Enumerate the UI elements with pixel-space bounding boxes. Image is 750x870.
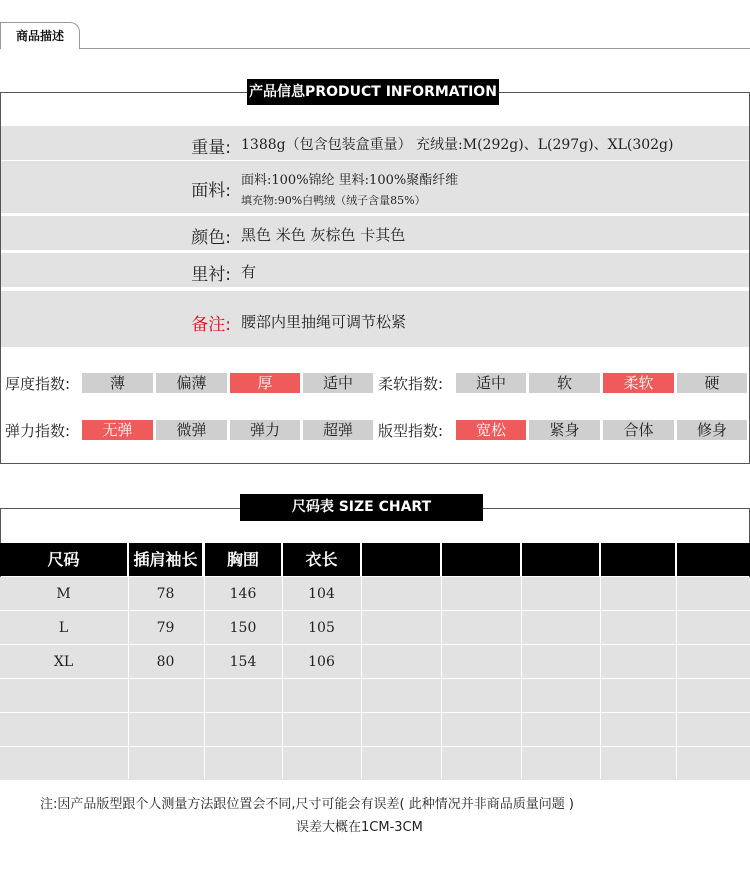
size-cell: [522, 577, 599, 611]
size-chart-title: 尺码表 SIZE CHART: [240, 494, 483, 521]
row-divider: [0, 780, 750, 781]
color-label: 颜色:: [191, 228, 231, 248]
size-header-cell: 尺码: [0, 543, 127, 576]
fit-option-slim: 修身: [677, 420, 747, 440]
elasticity-option-super: 超弹: [303, 420, 373, 440]
size-cell: [442, 747, 520, 781]
size-cell: L: [58, 620, 69, 636]
size-cell: [205, 713, 281, 747]
size-cell: [522, 747, 599, 781]
lining-value: 有: [241, 263, 257, 281]
thickness-label: 厚度指数:: [5, 375, 71, 393]
size-cell: [677, 645, 750, 679]
size-cell: 150: [229, 620, 257, 636]
column-divider: [441, 576, 442, 779]
size-cell: [362, 679, 440, 713]
column-divider: [204, 576, 205, 779]
size-header-cell: 胸围: [205, 543, 281, 576]
size-cell: [442, 713, 520, 747]
column-divider: [282, 576, 283, 779]
size-cell: [283, 713, 360, 747]
column-divider: [676, 576, 677, 779]
size-cell: [442, 611, 520, 645]
size-cell: [0, 679, 127, 713]
remark-label: 备注:: [191, 315, 231, 335]
material-label: 面料:: [191, 181, 231, 201]
size-cell: 154: [229, 654, 257, 670]
weight-label: 重量:: [191, 138, 231, 158]
size-cell: [362, 577, 440, 611]
size-cell: [129, 747, 202, 781]
size-cell: [601, 577, 675, 611]
size-cell: [283, 747, 360, 781]
elasticity-label: 弹力指数:: [5, 422, 71, 440]
size-cell: [442, 679, 520, 713]
elasticity-option-slight: 微弹: [156, 420, 227, 440]
material-line2: 填充物:90%白鸭绒（绒子含量85%）: [241, 194, 426, 207]
softness-option-very-soft: 柔软: [603, 373, 674, 393]
size-cell: [677, 577, 750, 611]
lining-label: 里衬:: [191, 265, 231, 285]
thickness-option-slightly-thin: 偏薄: [156, 373, 227, 393]
size-cell: [677, 679, 750, 713]
tab-divider: [79, 48, 750, 49]
size-cell: [601, 645, 675, 679]
size-header-cell: 插肩袖长: [129, 543, 202, 576]
material-line1: 面料:100%锦纶 里料:100%聚酯纤维: [241, 173, 459, 188]
fit-option-fitted: 合体: [603, 420, 674, 440]
elasticity-option-elastic: 弹力: [230, 420, 300, 440]
size-cell: XL: [53, 654, 74, 670]
size-note-line1: 注:因产品版型跟个人测量方法跟位置会不同,尺寸可能会有误差( 此种情况并非商品质量问题 ): [40, 797, 574, 812]
size-cell: 78: [156, 586, 175, 602]
size-cell: [601, 679, 675, 713]
size-cell: [362, 645, 440, 679]
softness-option-medium: 适中: [456, 373, 526, 393]
size-header-cell: [442, 543, 520, 576]
size-cell: [601, 747, 675, 781]
thickness-option-medium: 适中: [303, 373, 373, 393]
size-cell: [283, 679, 360, 713]
material-row: [1, 161, 749, 213]
remark-value: 腰部内里抽绳可调节松紧: [241, 313, 407, 331]
size-cell: [129, 713, 202, 747]
color-row: [1, 216, 749, 250]
size-cell: [362, 713, 440, 747]
size-cell: [522, 713, 599, 747]
size-cell: [677, 747, 750, 781]
tab-label: 商品描述: [15, 29, 64, 43]
size-cell: 105: [308, 620, 335, 636]
size-cell: [522, 679, 599, 713]
product-info-title: 产品信息PRODUCT INFORMATION: [247, 79, 499, 105]
weight-value: 1388g（包含包装盒重量） 充绒量:M(292g)、L(297g)、XL(302g): [241, 137, 674, 153]
size-cell: [522, 645, 599, 679]
size-cell: [362, 747, 440, 781]
size-cell: [601, 713, 675, 747]
size-cell: [677, 713, 750, 747]
thickness-option-thin: 薄: [82, 373, 153, 393]
size-cell: [442, 645, 520, 679]
fit-option-tight: 紧身: [529, 420, 600, 440]
size-cell: [129, 679, 202, 713]
size-cell: [205, 679, 281, 713]
column-divider: [361, 576, 362, 779]
size-cell: [677, 611, 750, 645]
size-note-line2: 误差大概在1CM-3CM: [296, 820, 423, 835]
size-cell: 79: [156, 620, 175, 636]
size-cell: [0, 747, 127, 781]
size-cell: 146: [229, 586, 257, 602]
column-divider: [600, 576, 601, 779]
fit-option-loose: 宽松: [456, 420, 526, 440]
size-header-cell: [362, 543, 440, 576]
softness-option-soft: 软: [529, 373, 600, 393]
thickness-option-thick: 厚: [230, 373, 300, 393]
weight-row: [1, 126, 749, 160]
size-cell: [522, 611, 599, 645]
size-cell: [362, 611, 440, 645]
size-cell: 104: [308, 586, 335, 602]
softness-label: 柔软指数:: [378, 375, 444, 393]
size-cell: [442, 577, 520, 611]
size-header-cell: 衣长: [283, 543, 360, 576]
size-header-cell: [522, 543, 599, 576]
fit-label: 版型指数:: [378, 422, 444, 440]
lining-row: [1, 253, 749, 287]
size-cell: 80: [156, 654, 175, 670]
size-cell: 106: [308, 654, 335, 670]
tab-product-description[interactable]: [0, 22, 80, 49]
size-cell: [205, 747, 281, 781]
softness-option-hard: 硬: [677, 373, 747, 393]
color-value: 黑色 米色 灰棕色 卡其色: [241, 226, 406, 244]
size-cell: [601, 611, 675, 645]
size-header-cell: [677, 543, 750, 576]
size-header-cell: [601, 543, 675, 576]
size-cell: M: [56, 586, 71, 602]
size-cell: [0, 713, 127, 747]
elasticity-option-none: 无弹: [82, 420, 153, 440]
column-divider: [521, 576, 522, 779]
column-divider: [128, 576, 129, 779]
remark-row: [1, 291, 749, 347]
